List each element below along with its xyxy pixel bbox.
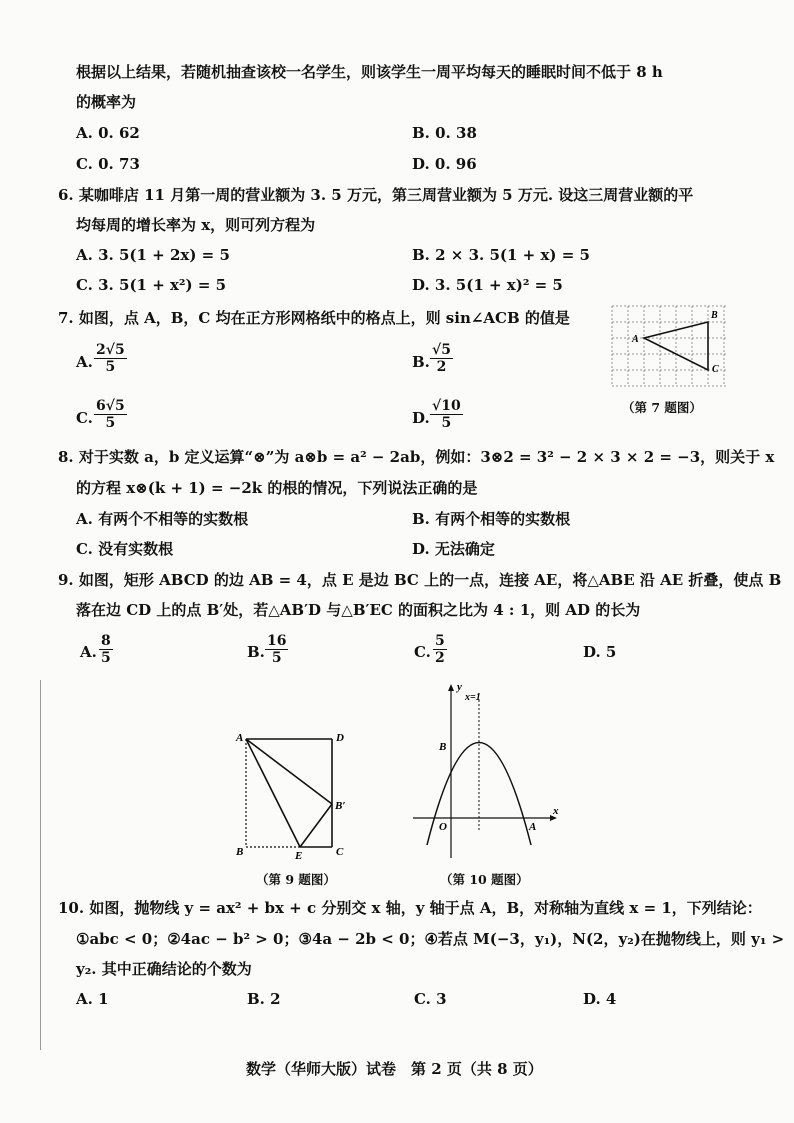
- q7-d-numerator: √10: [432, 398, 461, 414]
- q8-option-a: A. 有两个不相等的实数根: [76, 510, 249, 528]
- q7-b-numerator: √5: [432, 342, 451, 358]
- q10-point-a-label: A: [529, 821, 537, 833]
- q9-option-c-label: C.: [414, 643, 431, 661]
- binding-margin-line: [40, 680, 41, 1050]
- q9-point-e-label: E: [295, 850, 303, 862]
- q9-option-b-fraction: [265, 633, 288, 666]
- q7-point-b-label: B: [711, 310, 718, 321]
- q10-figure-caption: （第 10 题图）: [440, 872, 529, 887]
- q9-point-c-label: C: [336, 846, 344, 858]
- q9-figure-caption: （第 9 题图）: [256, 872, 336, 887]
- q9-c-numerator: 5: [435, 633, 445, 649]
- q8-option-d: D. 无法确定: [412, 540, 495, 558]
- q10-option-d: D. 4: [583, 990, 617, 1008]
- q7-c-denominator: 5: [105, 415, 116, 431]
- q8-stem-line2: 的方程 x⊗(k + 1) = −2k 的根的情况，下列说法正确的是: [76, 479, 478, 497]
- q9-option-a-label: A.: [80, 643, 97, 661]
- q9-figure: [228, 725, 358, 865]
- q9-a-denominator: 5: [101, 650, 111, 666]
- q9-point-b2-label: B′: [335, 800, 346, 812]
- q7-figure-grid: [608, 302, 732, 392]
- q7-b-denominator: 2: [436, 359, 447, 375]
- q9-stem-line1: 9. 如图，矩形 ABCD 的边 AB = 4，点 E 是边 BC 上的一点，连接 AE，将△ABE 沿 AE 折叠，使点 B: [58, 571, 782, 589]
- q6-stem-line2: 均每周的增长率为 x，则可列方程为: [76, 216, 316, 234]
- q9-b-denominator: 5: [271, 650, 282, 666]
- q7-a-denominator: 5: [105, 359, 116, 375]
- q10-option-b: B. 2: [247, 990, 281, 1008]
- q7-figure-caption: （第 7 题图）: [622, 400, 702, 415]
- q10-figure: [405, 680, 565, 865]
- q10-stem-line2: ①abc < 0；②4ac − b² > 0；③4a − 2b < 0；④若点 M(−3，y₁)，N(2，y₂)在抛物线上，则 y₁ >: [76, 930, 785, 948]
- q7-stem: 7. 如图，点 A，B，C 均在正方形网格纸中的格点上，则 sin∠ACB 的值是: [58, 309, 570, 327]
- q10-origin-label: O: [439, 821, 447, 833]
- q7-option-a-label: A.: [76, 353, 93, 371]
- q5-stem-line2: 的概率为: [76, 93, 137, 111]
- q9-segment-eb2: [300, 804, 332, 847]
- q7-option-b-fraction: [430, 342, 453, 375]
- q7-option-c-fraction: [94, 398, 127, 431]
- q9-segment-ae: [246, 739, 300, 847]
- q9-option-d: D. 5: [583, 643, 617, 661]
- q9-b-numerator: 16: [267, 633, 287, 649]
- q5-stem-line1: 根据以上结果，若随机抽查该校一名学生，则该学生一周平均每天的睡眠时间不低于 8 h: [76, 63, 663, 81]
- q7-a-numerator: 2√5: [96, 342, 125, 358]
- q9-option-a-fraction: [99, 633, 113, 666]
- q10-option-c: C. 3: [414, 990, 447, 1008]
- q7-point-c-label: C: [712, 364, 719, 375]
- q10-stem-line3: y₂. 其中正确结论的个数为: [76, 960, 252, 978]
- q8-stem-line1: 8. 对于实数 a，b 定义运算“⊗”为 a⊗b = a² − 2ab，例如：3⊗2 = 3² − 2 × 3 × 2 = −3，则关于 x: [58, 448, 775, 466]
- q9-point-b-label: B: [236, 846, 244, 858]
- q7-option-d-label: D.: [412, 409, 430, 427]
- q6-option-a: A. 3. 5(1 + 2x) = 5: [76, 246, 230, 264]
- q8-option-b: B. 有两个相等的实数根: [412, 510, 571, 528]
- page-footer: 数学（华师大版）试卷 第 2 页（共 8 页）: [246, 1060, 543, 1078]
- q7-option-d-fraction: [430, 398, 463, 431]
- q7-option-b-label: B.: [412, 353, 430, 371]
- q8-option-c: C. 没有实数根: [76, 540, 174, 558]
- q10-option-a: A. 1: [76, 990, 109, 1008]
- q7-option-a-fraction: [94, 342, 127, 375]
- q5-option-d: D. 0. 96: [412, 155, 477, 173]
- q9-point-a-label: A: [236, 732, 244, 744]
- q6-stem-line1: 6. 某咖啡店 11 月第一周的营业额为 3. 5 万元，第三周营业额为 5 万元. 设这三周营业额的平: [58, 186, 694, 204]
- q10-y-axis-arrow: [448, 684, 454, 691]
- q5-option-c: C. 0. 73: [76, 155, 140, 173]
- q10-stem-line1: 10. 如图，抛物线 y = ax² + bx + c 分别交 x 轴，y 轴于点 A，B，对称轴为直线 x = 1，下列结论：: [58, 899, 762, 917]
- q7-d-denominator: 5: [441, 415, 452, 431]
- q10-x-label: x: [553, 805, 559, 817]
- q9-a-numerator: 8: [101, 633, 111, 649]
- q6-option-b: B. 2 × 3. 5(1 + x) = 5: [412, 246, 590, 264]
- q9-option-b-label: B.: [247, 643, 265, 661]
- q9-c-denominator: 2: [435, 650, 445, 666]
- q10-y-label: y: [457, 681, 462, 693]
- q9-option-c-fraction: [433, 633, 447, 666]
- q10-symmetry-label: x=1: [465, 692, 481, 703]
- q7-c-numerator: 6√5: [96, 398, 125, 414]
- q5-option-b: B. 0. 38: [412, 124, 477, 142]
- q9-segment-ab2: [246, 739, 332, 804]
- q5-option-a: A. 0. 62: [76, 124, 140, 142]
- q6-option-c: C. 3. 5(1 + x²) = 5: [76, 276, 227, 294]
- q10-point-b-label: B: [439, 741, 447, 753]
- q6-option-d: D. 3. 5(1 + x)² = 5: [412, 276, 563, 294]
- q9-stem-line2: 落在边 CD 上的点 B′处，若△AB′D 与△B′EC 的面积之比为 4 : 1，则 AD 的长为: [76, 601, 641, 619]
- q7-point-a-label: A: [632, 334, 639, 345]
- q7-option-c-label: C.: [76, 409, 93, 427]
- q9-point-d-label: D: [336, 732, 344, 744]
